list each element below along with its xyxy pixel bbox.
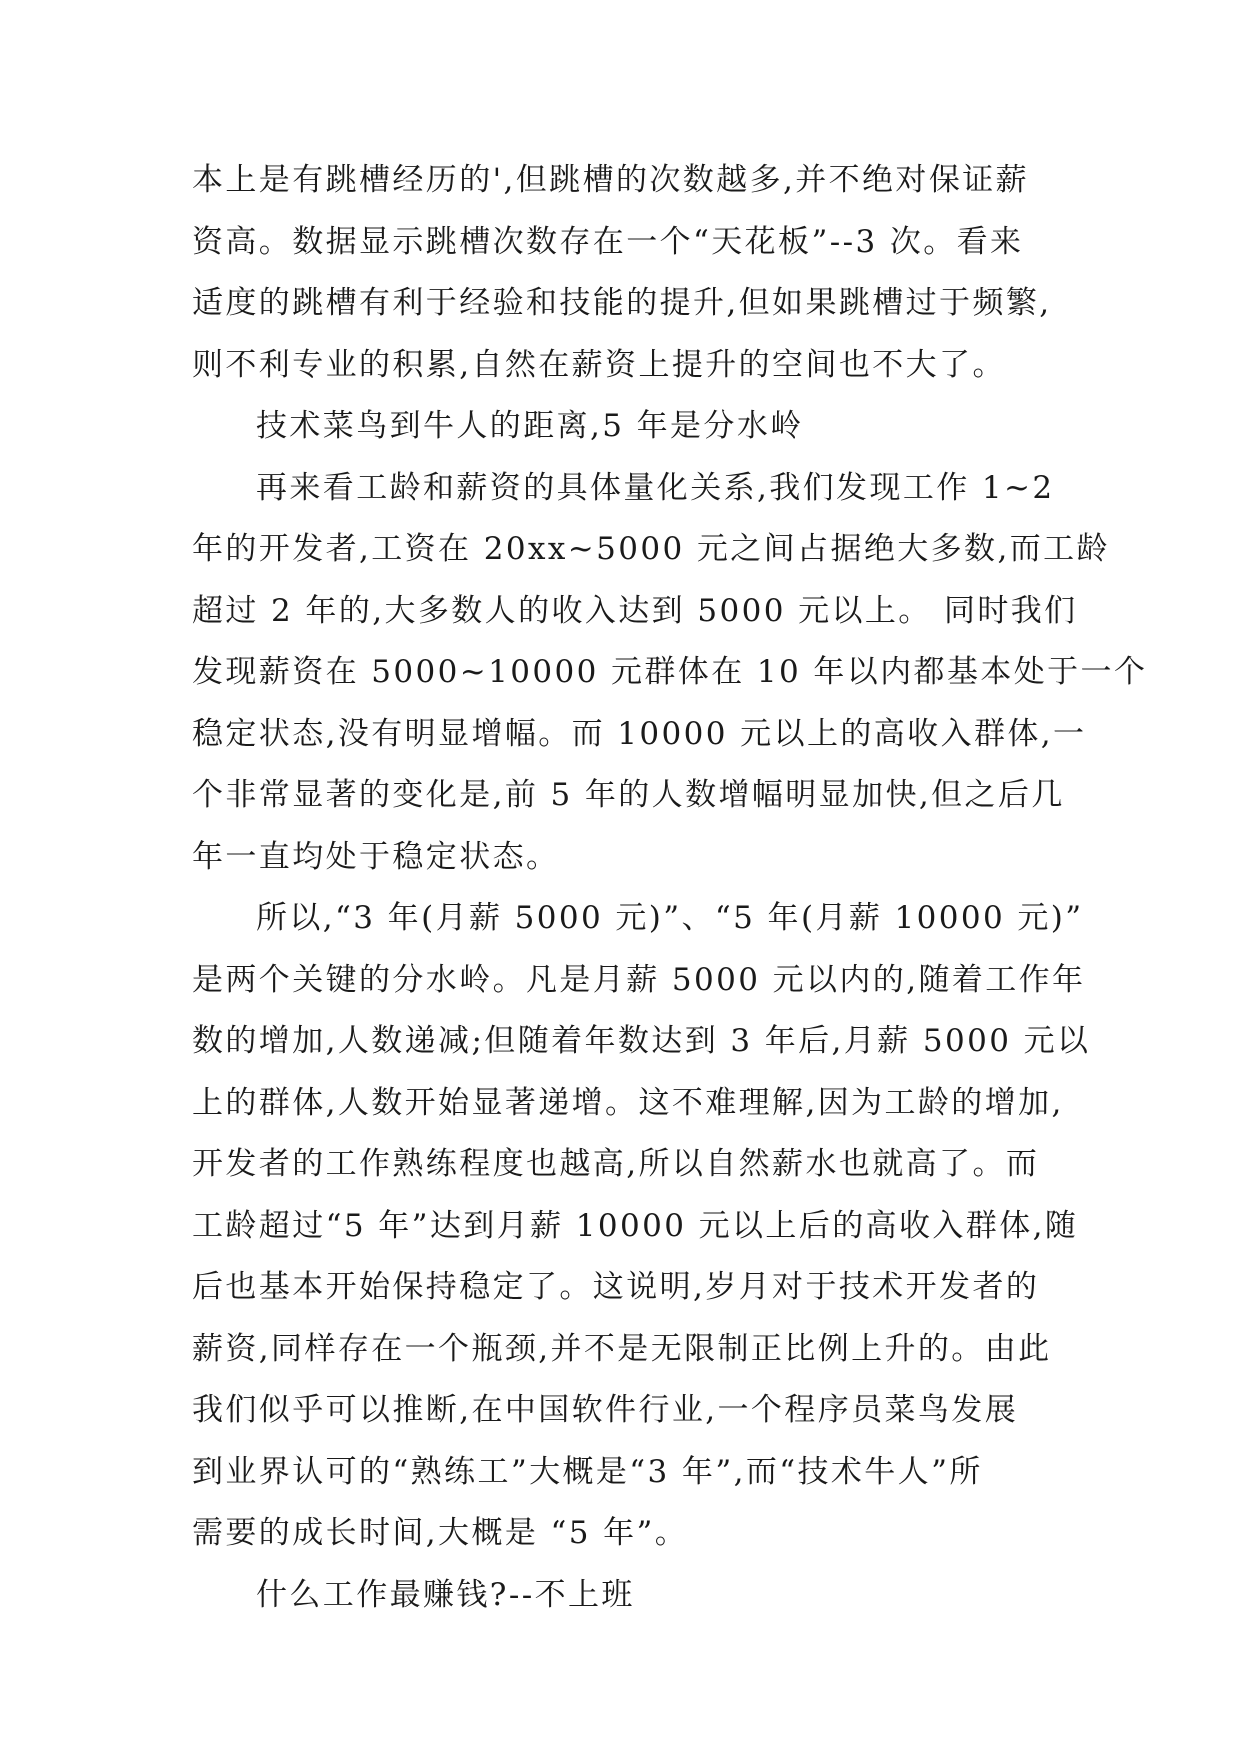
text-line: 所以,“3 年(月薪 5000 元)”、“5 年(月薪 10000 元)” xyxy=(256,900,1084,936)
paragraph-job-hopping xyxy=(192,150,1062,396)
text-line: 薪资,同样存在一个瓶颈,并不是无限制正比例上升的。由此 xyxy=(192,1330,1052,1367)
text-line: 年的开发者,工资在 20xx~5000 元之间占据绝大多数,而工龄 xyxy=(192,531,1110,567)
text-line: 发现薪资在 5000~10000 元群体在 10 年以内都基本处于一个 xyxy=(192,654,1148,690)
text-line: 上的群体,人数开始显著递增。这不难理解,因为工龄的增加, xyxy=(192,1084,1064,1121)
paragraph-seniority-salary xyxy=(192,458,1148,889)
text-line: 我们似乎可以推断,在中国软件行业,一个程序员菜鸟发展 xyxy=(192,1392,1019,1428)
text-line: 稳定状态,没有明显增幅。而 10000 元以上的高收入群体,一 xyxy=(192,715,1087,752)
text-line: 是两个关键的分水岭。凡是月薪 5000 元以内的,随着工作年 xyxy=(192,961,1086,998)
section-heading-best-paying-job: 什么工作最赚钱?--不上班 xyxy=(256,1576,635,1613)
text-line: 资高。数据显示跳槽次数存在一个“天花板”--3 次。看来 xyxy=(192,223,1024,260)
text-line: 开发者的工作熟练程度也越高,所以自然薪水也就高了。而 xyxy=(192,1146,1040,1182)
paragraph-watersheds xyxy=(192,888,1091,1565)
text-line: 到业界认可的“熟练工”大概是“3 年”,而“技术牛人”所 xyxy=(192,1453,983,1490)
text-line: 适度的跳槽有利于经验和技能的提升,但如果跳槽过于频繁, xyxy=(192,285,1052,321)
text-line: 则不利专业的积累,自然在薪资上提升的空间也不大了。 xyxy=(192,346,1006,383)
text-line: 超过 2 年的,大多数人的收入达到 5000 元以上。 同时我们 xyxy=(192,592,1078,629)
document-page xyxy=(192,150,1148,1626)
text-line: 个非常显著的变化是,前 5 年的人数增幅明显加快,但之后几 xyxy=(192,777,1065,813)
text-line: 再来看工龄和薪资的具体量化关系,我们发现工作 1~2 xyxy=(256,469,1055,506)
text-line: 本上是有跳槽经历的',但跳槽的次数越多,并不绝对保证薪 xyxy=(192,162,1030,198)
text-line: 数的增加,人数递减;但随着年数达到 3 年后,月薪 5000 元以 xyxy=(192,1023,1091,1059)
text-line: 后也基本开始保持稳定了。这说明,岁月对于技术开发者的 xyxy=(192,1269,1040,1305)
text-line: 工龄超过“5 年”达到月薪 10000 元以上后的高收入群体,随 xyxy=(192,1207,1079,1244)
section-heading-five-years: 技术菜鸟到牛人的距离,5 年是分水岭 xyxy=(256,408,804,444)
text-line: 需要的成长时间,大概是 “5 年”。 xyxy=(192,1515,689,1551)
text-line: 年一直均处于稳定状态。 xyxy=(192,838,560,875)
